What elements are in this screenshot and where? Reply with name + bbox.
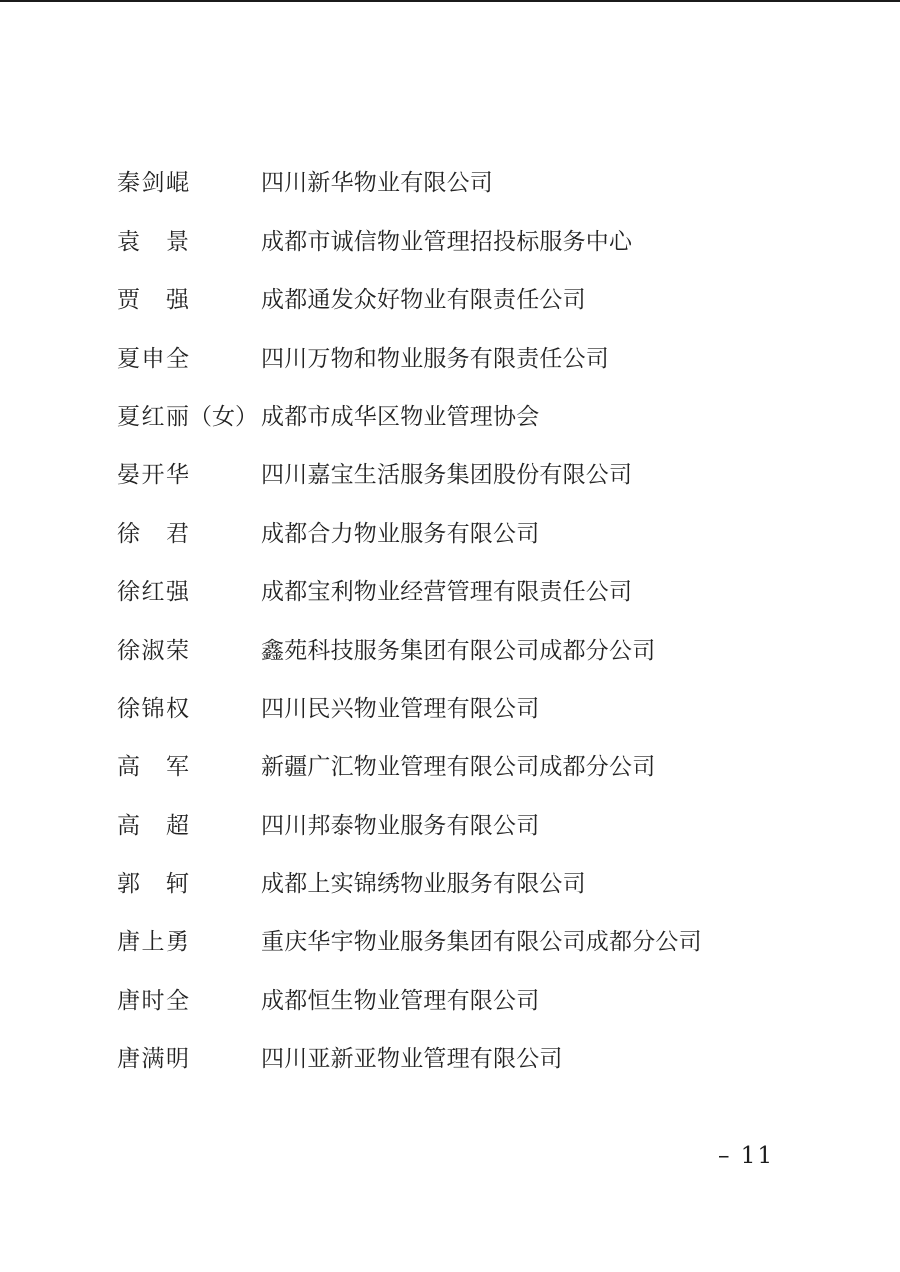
roster-row [117, 913, 840, 971]
name-cell [117, 520, 261, 548]
name-cell [117, 345, 261, 373]
roster-row [117, 212, 840, 270]
roster-list [117, 154, 840, 1088]
name-cell [117, 403, 261, 431]
roster-row [117, 1030, 840, 1088]
organization-name: 成都通发众好物业有限责任公司 [261, 287, 586, 313]
name-cell [117, 286, 261, 314]
person-name: 唐上勇 [117, 929, 189, 955]
name-cell [117, 870, 261, 898]
person-name: 秦剑崐 [117, 170, 189, 196]
organization-name: 四川万物和物业服务有限责任公司 [261, 345, 609, 371]
person-name: 唐时全 [117, 987, 189, 1013]
person-name: 徐红强 [117, 579, 189, 605]
organization-name: 新疆广汇物业管理有限公司成都分公司 [261, 754, 656, 780]
name-cell [117, 169, 261, 197]
gender-note: （女） [189, 403, 258, 429]
person-name: 夏申全 [117, 345, 189, 371]
name-cell [117, 753, 261, 781]
roster-row [117, 621, 840, 679]
organization-name: 四川民兴物业管理有限公司 [261, 695, 540, 721]
scan-edge-line [0, 0, 900, 2]
person-name: 贾 强 [117, 287, 189, 313]
roster-row [117, 563, 840, 621]
name-cell [117, 637, 261, 665]
organization-name: 四川亚新亚物业管理有限公司 [261, 1046, 563, 1072]
name-cell [117, 928, 261, 956]
roster-row [117, 154, 840, 212]
organization-name: 鑫苑科技服务集团有限公司成都分公司 [261, 637, 656, 663]
organization-name: 成都上实锦绣物业服务有限公司 [261, 871, 586, 897]
organization-name: 成都恒生物业管理有限公司 [261, 987, 540, 1013]
roster-row [117, 796, 840, 854]
organization-name: 四川邦泰物业服务有限公司 [261, 812, 540, 838]
roster-row [117, 680, 840, 738]
roster-row [117, 329, 840, 387]
organization-name: 成都市成华区物业管理协会 [261, 403, 540, 429]
name-cell [117, 461, 261, 489]
name-cell [117, 228, 261, 256]
roster-row [117, 855, 840, 913]
page-number: – 11 [718, 1143, 775, 1169]
organization-name: 成都宝利物业经营管理有限责任公司 [261, 579, 633, 605]
roster-row [117, 504, 840, 562]
person-name: 夏红丽 [117, 403, 189, 429]
roster-row [117, 271, 840, 329]
roster-row [117, 738, 840, 796]
name-cell [117, 812, 261, 840]
roster-row [117, 388, 840, 446]
person-name: 郭 轲 [117, 871, 189, 897]
roster-row [117, 971, 840, 1029]
person-name: 徐 君 [117, 520, 189, 546]
person-name: 唐满明 [117, 1046, 189, 1072]
organization-name: 成都市诚信物业管理招投标服务中心 [261, 228, 633, 254]
organization-name: 四川嘉宝生活服务集团股份有限公司 [261, 462, 633, 488]
person-name: 高 军 [117, 754, 189, 780]
person-name: 徐锦权 [117, 695, 189, 721]
organization-name: 成都合力物业服务有限公司 [261, 520, 540, 546]
name-cell [117, 578, 261, 606]
organization-name: 四川新华物业有限公司 [261, 170, 493, 196]
name-cell [117, 695, 261, 723]
name-cell [117, 987, 261, 1015]
person-name: 徐淑荣 [117, 637, 189, 663]
person-name: 晏开华 [117, 462, 189, 488]
organization-name: 重庆华宇物业服务集团有限公司成都分公司 [261, 929, 702, 955]
roster-row [117, 446, 840, 504]
person-name: 高 超 [117, 812, 189, 838]
name-cell [117, 1045, 261, 1073]
person-name: 袁 景 [117, 228, 189, 254]
